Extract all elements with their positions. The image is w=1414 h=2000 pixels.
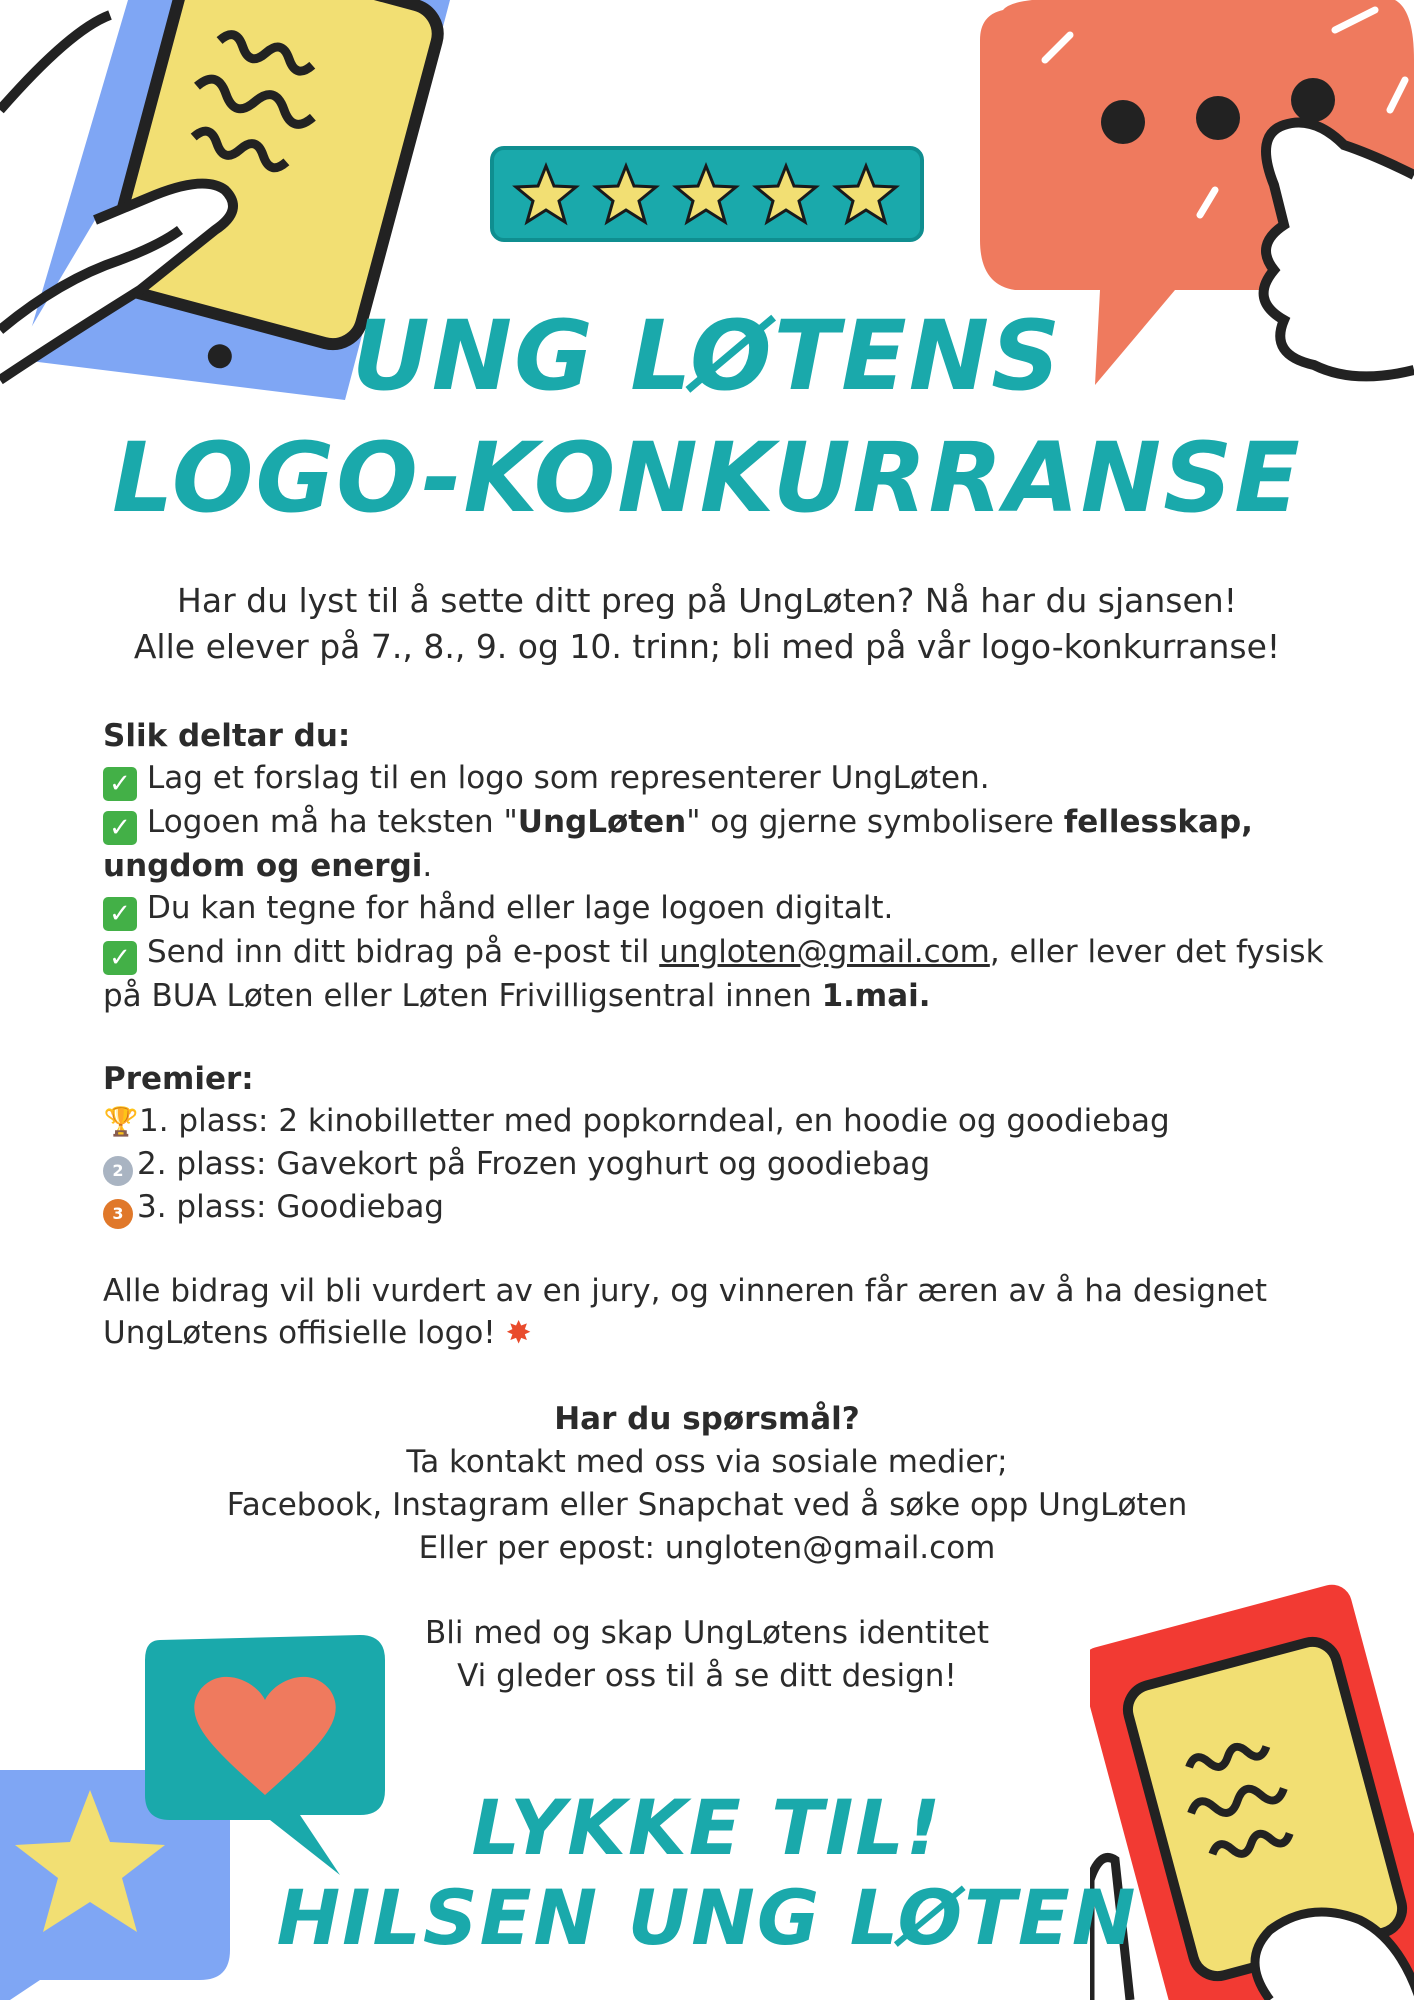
email-link[interactable]: ungloten@gmail.com [659,934,990,970]
contact-heading: Har du spørsmål? [554,1401,860,1437]
steps-section [103,715,1333,1017]
step-item-4: ✓ Send inn ditt bidrag på e-post til ungloten@gmail.com, eller lever det fysisk på BUA Løten eller Løten Frivilligsentral innen 1.mai. [103,934,1324,1014]
trophy-icon: 🏆 [103,1105,139,1138]
closing-text: Alle bidrag vil bli vurdert av en jury, og vinneren får æren av å ha designet UngLøtens offisielle logo! ✸ [103,1273,1267,1351]
contact-line1: Ta kontakt med oss via sosiale medier; [406,1444,1008,1480]
intro [100,578,1314,670]
outro-line1: Bli med og skap UngLøtens identitet [424,1615,990,1651]
steps-heading: Slik deltar du: [103,718,351,754]
check-icon: ✓ [103,767,137,801]
prizes-heading: Premier: [103,1061,254,1097]
check-icon: ✓ [103,941,137,975]
footer-line2: HILSEN UNG LØTEN [276,1873,1138,1962]
collision-icon: ✸ [505,1315,532,1351]
contact-line3: Eller per epost: ungloten@gmail.com [418,1530,996,1566]
intro-line1: Har du lyst til å sette ditt preg på UngLøten? Nå har du sjansen! [177,581,1237,620]
check-icon: ✓ [103,811,137,845]
prize-third: 3 3. plass: Goodiebag [103,1186,1333,1229]
silver-medal-icon: 2 [103,1156,133,1186]
prize-first: 🏆1. plass: 2 kinobilletter med popkorndeal, en hoodie og goodiebag [103,1100,1333,1143]
contact-section [100,1398,1314,1570]
step-item-1: ✓ Lag et forslag til en logo som representerer UngLøten. [103,757,1333,801]
prize-second: 2 2. plass: Gavekort på Frozen yoghurt og goodiebag [103,1143,1333,1186]
prizes-section [103,1058,1333,1229]
page-title-line2: LOGO-KONKURRANSE [112,422,1302,534]
footer-line1: LYKKE TIL! [471,1783,943,1872]
step-item-2: ✓ Logoen må ha teksten "UngLøten" og gjerne symbolisere fellesskap, ungdom og energi. [103,804,1253,884]
check-icon: ✓ [103,897,137,931]
step-item-3: ✓ Du kan tegne for hånd eller lage logoen digitalt. [103,887,1333,931]
page-title-line1: UNG LØTENS [351,300,1063,412]
intro-line2: Alle elever på 7., 8., 9. og 10. trinn; bli med på vår logo-konkurranse! [133,627,1281,666]
deadline: 1.mai. [821,978,931,1014]
outro-line2: Vi gleder oss til å se ditt design! [457,1658,957,1694]
contact-line2: Facebook, Instagram eller Snapchat ved å søke opp UngLøten [226,1487,1188,1523]
rating-stars-badge [488,144,926,244]
bronze-medal-icon: 3 [103,1199,133,1229]
